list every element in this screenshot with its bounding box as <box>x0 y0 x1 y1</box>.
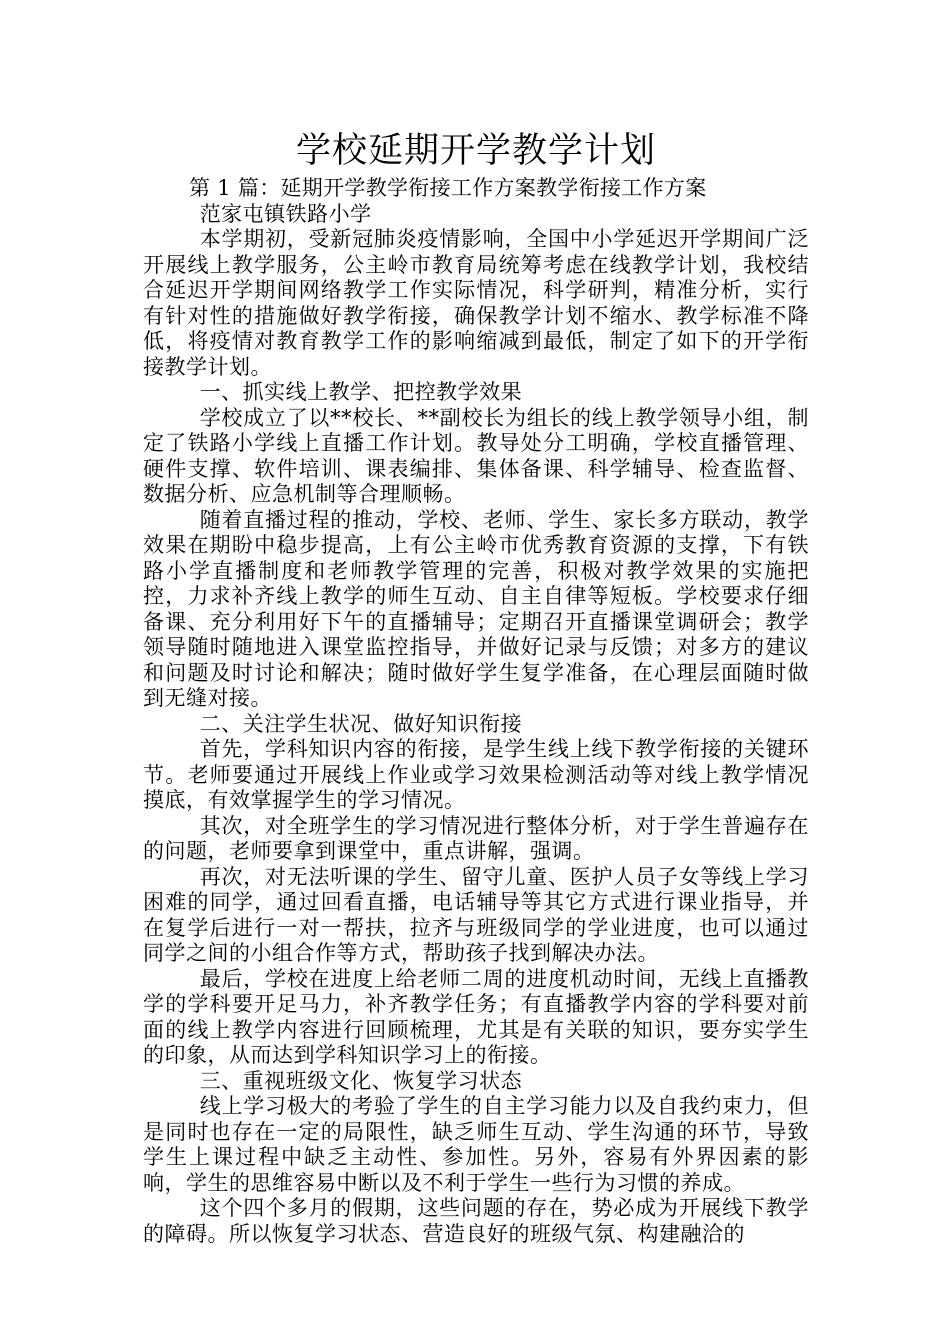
paragraph-first: 首先，学科知识内容的衔接，是学生线上线下教学衔接的关键环节。老师要通过开展线上作业或学习效果检测活动等对线上教学情况摸底，有效掌握学生的学习情况。 <box>143 737 809 812</box>
section-heading-2: 二、关注学生状况、做好知识衔接 <box>199 711 523 736</box>
school-name: 范家屯镇铁路小学 <box>199 201 372 226</box>
article-subtitle: 第 1 篇：延期开学教学衔接工作方案教学衔接工作方案 <box>189 176 707 200</box>
paragraph-last: 最后，学校在进度上给老师二周的进度机动时间，无线上直播教学的学科要开足马力，补齐教学任务；有直播教学内容的学科要对前面的线上教学内容进行回顾梳理，尤其是有关联的知识，要夯实学生的印象，从而达到学科知识学习上的衔接。 <box>143 966 809 1067</box>
paragraph-intro: 本学期初，受新冠肺炎疫情影响，全国中小学延迟开学期间广泛开展线上教学服务，公主岭市教育局统筹考虑在线教学计划，我校结合延迟开学期间网络教学工作实际情况，科学研判，精准分析，实行有针对性的措施做好教学衔接，确保教学计划不缩水、教学标准不降低，将疫情对教育教学工作的影响缩减到最低，制定了如下的开学衔接教学计划。 <box>143 227 809 379</box>
paragraph-live-teaching: 随着直播过程的推动，学校、老师、学生、家长多方联动，教学效果在期盼中稳步提高，上有公主岭市优秀教育资源的支撑，下有铁路小学直播制度和老师教学管理的完善，积极对教学效果的实施把控，力求补齐线上教学的师生互动、自主自律等短板。学校要求仔细备课、充分利用好下午的直播辅导；定期召开直播课堂调研会；教学领导随时随地进入课堂监控指导，并做好记录与反馈；对多方的建议和问题及时讨论和解决；随时做好学生复学准备，在心理层面随时做到无缝对接。 <box>143 507 809 710</box>
paragraph-online-learning: 线上学习极大的考验了学生的自主学习能力以及自我约束力，但是同时也存在一定的局限性，缺乏师生互动、学生沟通的环节，导致学生上课过程中缺乏主动性、参加性。另外，容易有外界因素的影响，学生的思维容易中断以及不利于学生一些行为习惯的养成。 <box>143 1094 809 1195</box>
paragraph-holiday: 这个四个多月的假期，这些问题的存在，势必成为开展线下教学的障碍。所以恢复学习状态、营造良好的班级气氛、构建融洽的 <box>143 1196 809 1246</box>
paragraph-third: 再次，对无法听课的学生、留守儿童、医护人员子女等线上学习困难的同学，通过回看直播，电话辅导等其它方式进行课业指导，并在复学后进行一对一帮扶，拉齐与班级同学的学业进度，也可以通过同学之间的小组合作等方式，帮助孩子找到解决办法。 <box>143 864 809 965</box>
section-heading-3: 三、重视班级文化、恢复学习状态 <box>199 1068 523 1093</box>
section-heading-1: 一、抓实线上教学、把控教学效果 <box>199 380 523 404</box>
paragraph-leadership: 学校成立了以**校长、**副校长为组长的线上教学领导小组，制定了铁路小学线上直播工作计划。教导处分工明确，学校直播管理、硬件支撑、软件培训、课表编排、集体备课、科学辅导、检查监督、数据分析、应急机制等合理顺畅。 <box>143 405 809 506</box>
document-body <box>143 126 809 1247</box>
document-title: 学校延期开学教学计划 <box>295 131 656 171</box>
paragraph-second: 其次，对全班学生的学习情况进行整体分析，对于学生普遍存在的问题，老师要拿到课堂中，重点讲解，强调。 <box>143 813 809 863</box>
